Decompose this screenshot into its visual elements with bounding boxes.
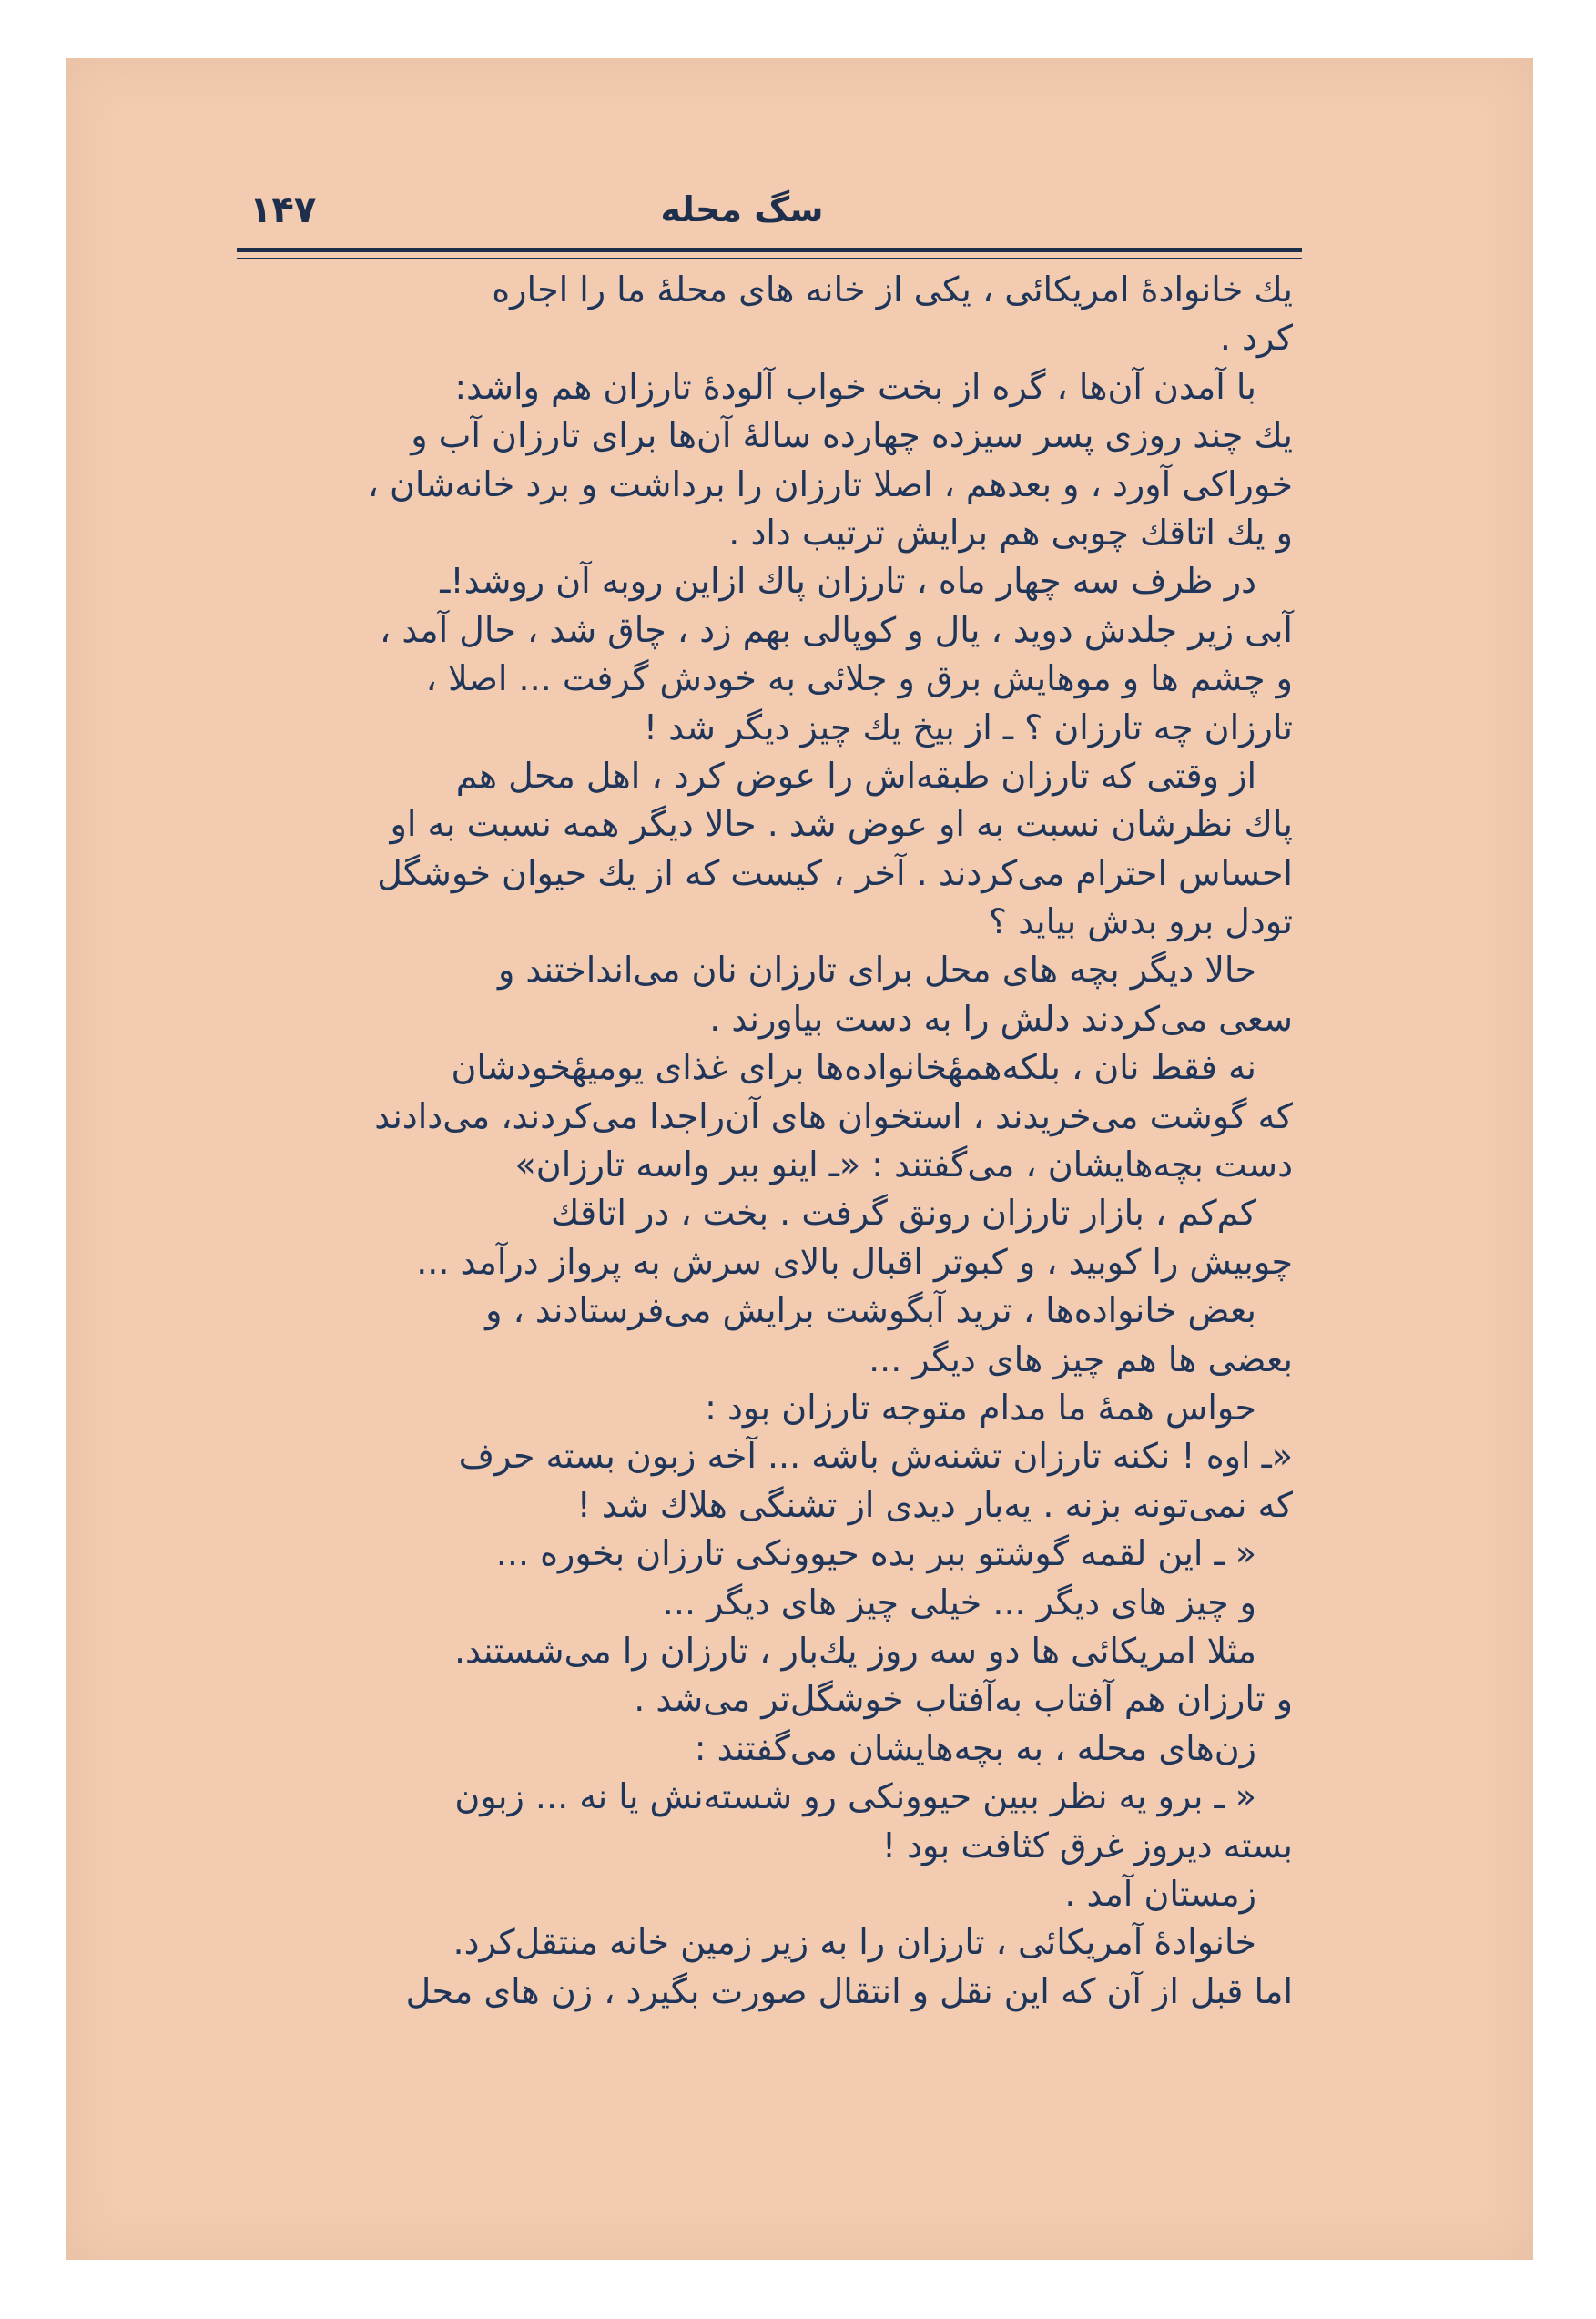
text-line: آبی زیر جلدش دوید ، یال و کوپالی بهم زد ، چاق شد ، حال آمد ،: [380, 609, 1293, 650]
text-line: بعض خانواده‌ها ، ترید آبگوشت برایش می‌فرستادند ، و: [485, 1290, 1256, 1331]
text-line: دست بچه‌هایشان ، می‌گفتند : «ـ اینو ببر واسه تارزان»: [514, 1144, 1293, 1185]
text-line: احساس احترام می‌کردند . آخر ، کیست که از یك حیوان خوشگل: [377, 852, 1293, 893]
text-line: حواس همهٔ ما مدام متوجه تارزان بود :: [705, 1387, 1256, 1428]
text-line: کرد .: [1219, 318, 1293, 359]
header-rule-thin: [237, 258, 1302, 259]
text-line: زمستان آمد .: [1064, 1873, 1256, 1914]
text-line: در ظرف سه چهار ماه ، تارزان پاك ازاین روبه آن روشد!ـ: [440, 561, 1256, 602]
page-number: ۱۴۷: [249, 189, 317, 231]
text-line: بعضی ها هم چیز های دیگر ...: [869, 1338, 1293, 1379]
text-line: چوبیش را کوبید ، و کبوتر اقبال بالای سرش به پرواز درآمد ...: [416, 1241, 1293, 1282]
text-line: « ـ این لقمه گوشتو ببر بده حیوونکی تارزان بخوره ...: [495, 1533, 1256, 1574]
text-line: با آمدن آن‌ها ، گره از بخت خواب آلودهٔ تارزان هم واشد:: [454, 366, 1256, 407]
text-line: یك چند روزی پسر سیزده چهارده سالهٔ آن‌ها برای تارزان آب و: [411, 415, 1293, 456]
header-rule-thick: [237, 248, 1302, 252]
text-line: خوراکی آورد ، و بعدهم ، اصلا تارزان را برداشت و برد خانه‌شان ،: [367, 463, 1293, 504]
text-line: تودل برو بدش بیاید ؟: [988, 901, 1293, 942]
text-line: کم‌کم ، بازار تارزان رونق گرفت . بخت ، در اتاقك: [551, 1193, 1256, 1234]
text-line: بسته دیروز غرق کثافت بود !: [881, 1825, 1293, 1866]
text-line: «ـ اوه ! نکنه تارزان تشنه‌ش باشه ... آخه زبون بسته حرف: [458, 1436, 1293, 1477]
text-line: و تارزان هم آفتاب به‌آفتاب خوشگل‌تر می‌شد .: [634, 1679, 1293, 1720]
text-line: یك خانوادهٔ امریکائی ، یکی از خانه های محلهٔ ما را اجاره: [492, 270, 1293, 310]
text-line: که نمی‌تونه بزنه . یه‌بار دیدی از تشنگی هلاك شد !: [576, 1484, 1293, 1525]
text-line: حالا دیگر بچه های محل برای تارزان نان می‌انداختند و: [497, 950, 1256, 991]
text-line: خانوادهٔ آمریکائی ، تارزان را به زیر زمین خانه منتقل‌کرد.: [452, 1922, 1256, 1963]
text-line: زن‌های محله ، به بچه‌هایشان می‌گفتند :: [694, 1727, 1256, 1768]
running-title: سگ محله: [660, 189, 824, 229]
page-header: [182, 127, 1302, 237]
text-line: از وقتی که تارزان طبقه‌اش را عوض کرد ، اهل محل هم: [455, 755, 1256, 796]
text-line: و چشم ها و موهایش برق و جلائی به خودش گرفت ... اصلا ،: [425, 658, 1293, 699]
text-line: تارزان چه تارزان ؟ ـ از بیخ یك چیز دیگر شد !: [643, 707, 1293, 748]
text-line: نه فقط نان ، بلکه‌همهٔخانواده‌ها برای غذای یومیهٔخودشان: [451, 1047, 1256, 1088]
text-line: « ـ برو یه نظر ببین حیوونکی رو شسته‌نش یا نه ... زبون: [454, 1776, 1256, 1817]
text-line: که گوشت می‌خریدند ، استخوان های آن‌راجدا می‌کردند، می‌دادند: [374, 1095, 1293, 1136]
text-line: سعی می‌کردند دلش را به دست بیاورند .: [709, 998, 1293, 1039]
text-line: و یك اتاقك چوبی هم برایش ترتیب داد .: [728, 512, 1293, 553]
text-line: و چیز های دیگر ... خیلی چیز های دیگر ...: [662, 1582, 1256, 1622]
text-line: پاك نظرشان نسبت به او عوض شد . حالا دیگر همه نسبت به او: [390, 804, 1293, 845]
body-text: [228, 266, 1293, 2016]
text-line: مثلا امریکائی ها دو سه روز یك‌بار ، تارزان را می‌شستند.: [453, 1630, 1256, 1671]
text-line: اما قبل از آن که این نقل و انتقال صورت بگیرد ، زن های محل: [405, 1970, 1293, 2011]
